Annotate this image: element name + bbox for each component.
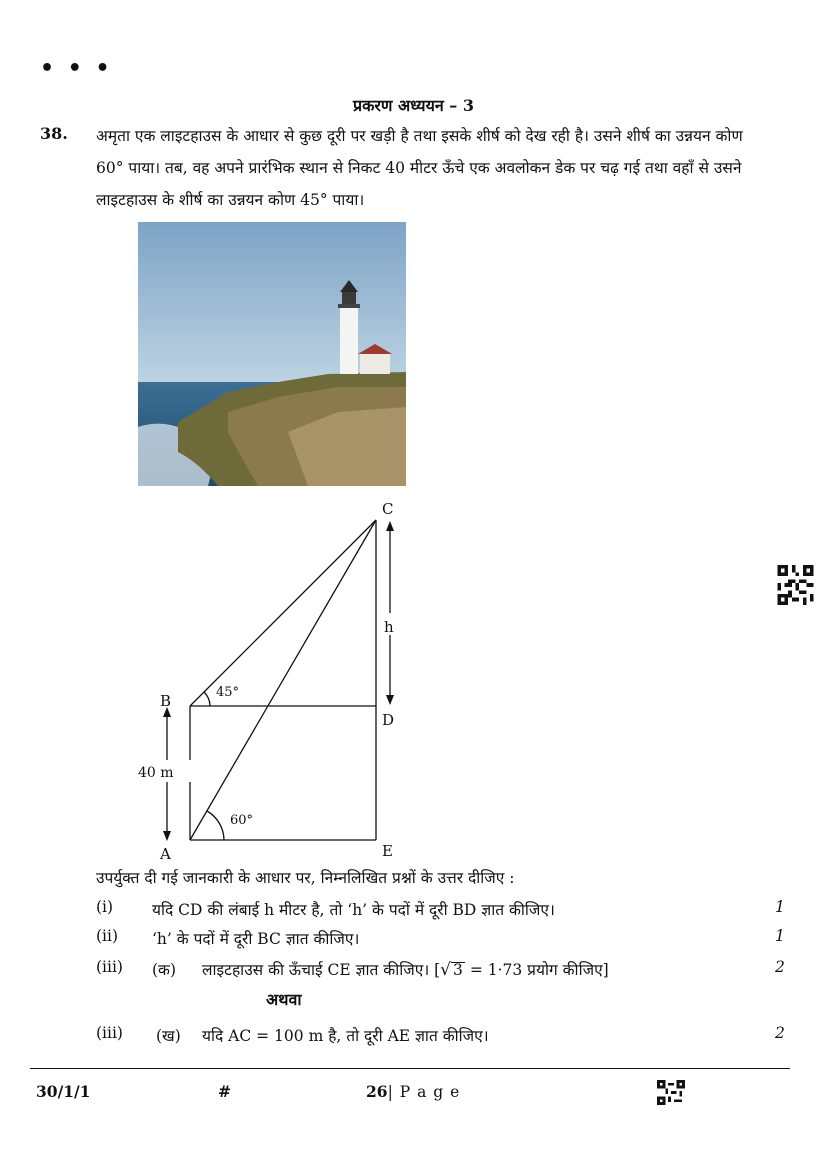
label-b: B — [160, 692, 172, 710]
lighthouse-photo — [138, 222, 406, 486]
qr-code — [777, 565, 814, 605]
subquestion-option: (क) — [152, 961, 176, 979]
subquestion-marks: 2 — [775, 1024, 785, 1042]
label-e: E — [382, 842, 393, 860]
label-c: C — [382, 500, 394, 518]
subquestion-number: (iii) — [96, 958, 123, 976]
line-ac — [190, 520, 376, 840]
subquestion-number: (ii) — [96, 927, 119, 945]
geometry-diagram — [130, 495, 420, 865]
subquestion-option: (ख) — [156, 1027, 181, 1045]
page-number-value: 26 — [366, 1082, 388, 1101]
question-text: अमृता एक लाइटहाउस के आधार से कुछ दूरी पर खड़ी है तथा इसके शीर्ष को देख रही है। उसने शीर्ष का उन्नयन कोण 60° पाया। तब, वह अपने प्रारंभिक स्थान से निकट 40 मीटर ऊँचे एक अवलोकन डेक पर चढ़ गई तथा वहाँ से उसने लाइटहाउस के शीर्ष का उन्नयन कोण 45° पाया। — [96, 127, 743, 209]
page-number — [366, 1082, 460, 1101]
arrow-h-bottom — [386, 695, 394, 705]
arrow-h-top — [386, 521, 394, 531]
subquestion-text: ‘h’ के पदों में दूरी BC ज्ञात कीजिए। — [152, 930, 360, 948]
question-number: 38. — [40, 124, 68, 143]
sqrt-value: 3 — [453, 961, 463, 979]
label-angle-45: 45° — [216, 685, 240, 700]
subquestion-marks: 2 — [775, 958, 785, 976]
label-angle-60: 60° — [230, 813, 254, 828]
text-after-sqrt: = 1·73 प्रयोग कीजिए] — [464, 961, 609, 979]
subquestion-text: लाइटहाउस की ऊँचाई CE ज्ञात कीजिए। [√ 3 = 1·73 प्रयोग कीजिए] — [202, 960, 609, 980]
line-bc — [190, 520, 376, 706]
page-label: | P a g e — [387, 1083, 461, 1101]
label-h: h — [384, 618, 394, 636]
arc-60 — [207, 811, 224, 840]
paper-code: 30/1/1 — [36, 1082, 91, 1101]
arrow-40m-bottom — [163, 831, 171, 841]
footer-hash: # — [218, 1082, 231, 1101]
subquestion-text: यदि CD की लंबाई h मीटर है, तो ‘h’ के पदों में दूरी BD ज्ञात कीजिए। — [152, 901, 555, 919]
or-label: अथवा — [266, 990, 302, 1009]
text-before-sqrt: लाइटहाउस की ऊँचाई CE ज्ञात कीजिए। [ — [202, 961, 441, 979]
subquestion-number: (iii) — [96, 1024, 123, 1042]
subquestion-number: (i) — [96, 898, 114, 916]
arc-45 — [204, 692, 210, 706]
footer-qr-code — [657, 1080, 685, 1105]
footer-divider — [30, 1068, 790, 1069]
instructions-text: उपर्युक्त दी गई जानकारी के आधार पर, निम्नलिखित प्रश्नों के उत्तर दीजिए : — [96, 869, 515, 887]
label-40m: 40 m — [138, 765, 174, 781]
subquestion-row — [96, 898, 113, 916]
subquestion-marks: 1 — [775, 927, 785, 945]
subquestion-marks: 1 — [775, 898, 785, 916]
case-study-title: प्रकरण अध्ययन – 3 — [352, 96, 475, 115]
label-d: D — [382, 711, 395, 729]
header-dots: • • • — [40, 56, 113, 81]
subquestion-text: यदि AC = 100 m है, तो दूरी AE ज्ञात कीजिए। — [202, 1027, 489, 1045]
label-a: A — [160, 845, 171, 863]
